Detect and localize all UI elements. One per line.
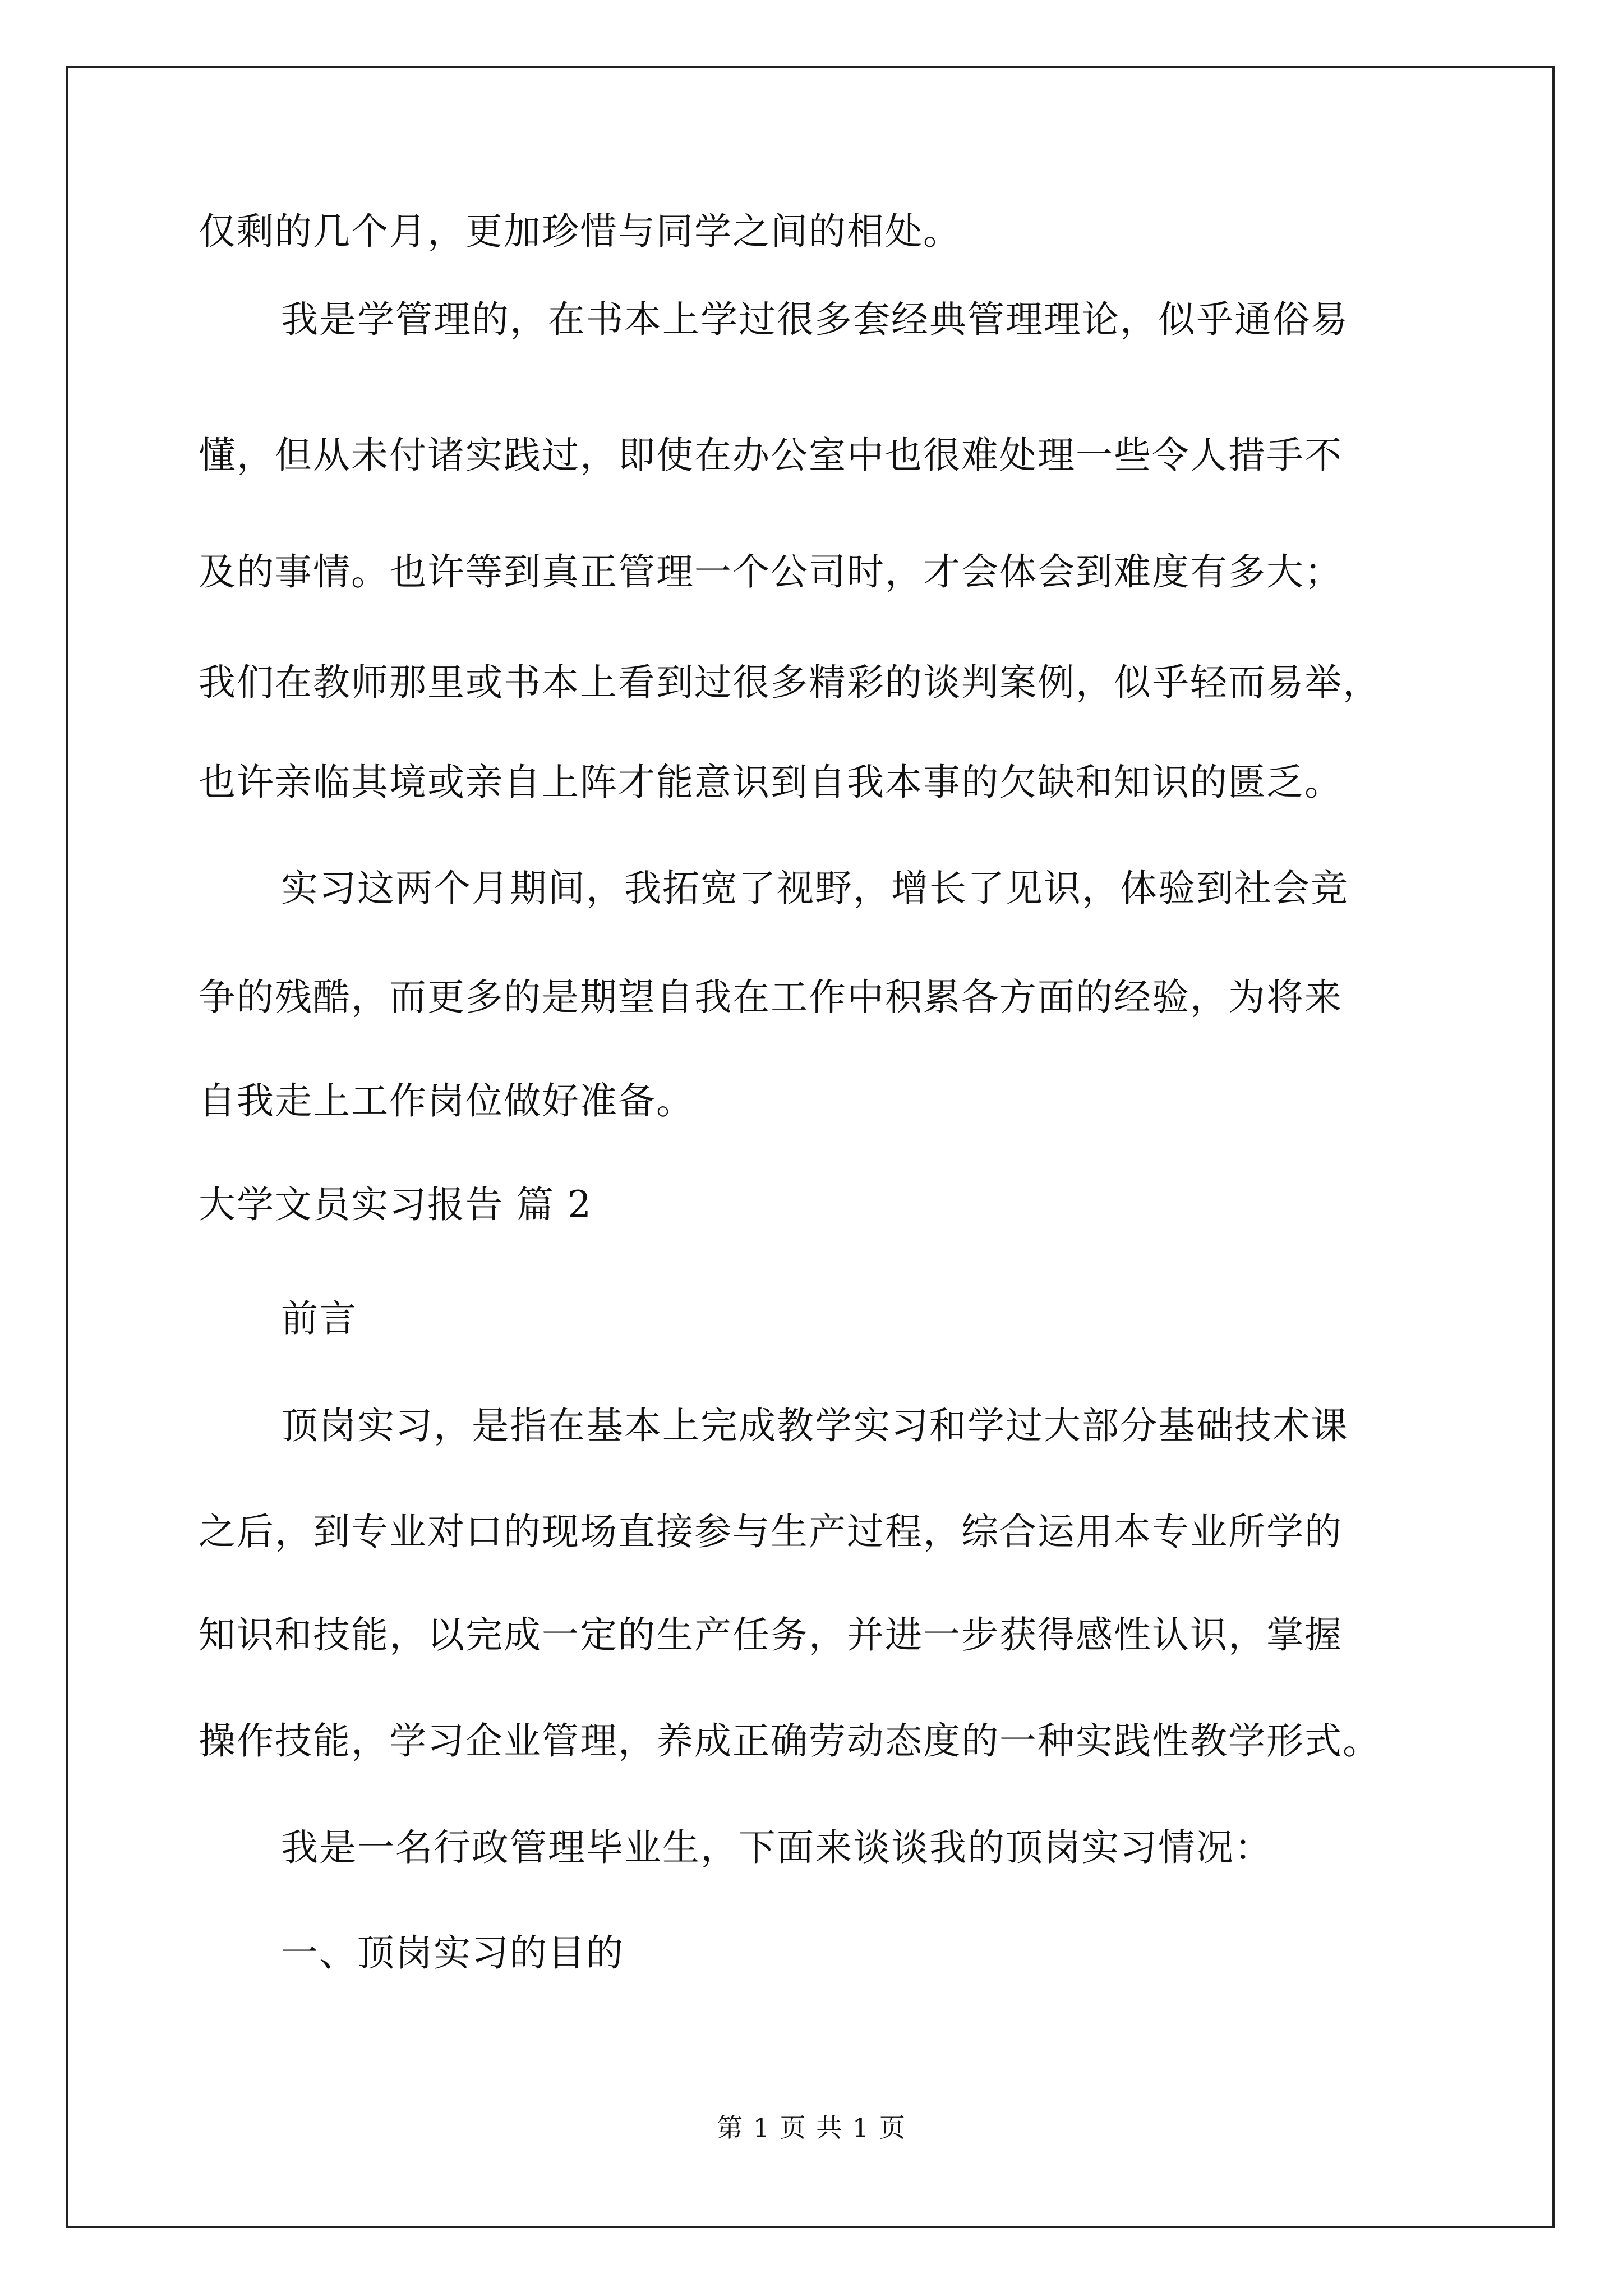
paragraph-line: 之后，到专业对口的现场直接参与生产过程，综合运用本专业所学的 — [199, 1510, 1343, 1553]
subheading-purpose: 一、顶岗实习的目的 — [281, 1931, 624, 1975]
paragraph-line: 顶岗实习，是指在基本上完成教学实习和学过大部分基础技术课 — [281, 1404, 1349, 1447]
paragraph-line: 仅剩的几个月，更加珍惜与同学之间的相处。 — [199, 210, 961, 253]
paragraph-line: 实习这两个月期间，我拓宽了视野，增长了见识，体验到社会竞 — [281, 867, 1349, 910]
paragraph-line: 及的事情。也许等到真正管理一个公司时，才会体会到难度有多大； — [199, 550, 1343, 593]
paragraph-line: 知识和技能，以完成一定的生产任务，并进一步获得感性认识，掌握 — [199, 1613, 1343, 1657]
paragraph-line: 自我走上工作岗位做好准备。 — [199, 1079, 694, 1122]
paragraph-line: 我是学管理的，在书本上学过很多套经典管理理论，似乎通俗易 — [281, 298, 1349, 341]
paragraph-line: 我是一名行政管理毕业生，下面来谈谈我的顶岗实习情况： — [281, 1826, 1272, 1869]
section-heading: 大学文员实习报告 篇 2 — [199, 1183, 592, 1226]
subheading-preface: 前言 — [281, 1297, 357, 1340]
page-footer: 第 1 页 共 1 页 — [717, 2113, 906, 2143]
paragraph-line: 我们在教师那里或书本上看到过很多精彩的谈判案例，似乎轻而易举， — [199, 661, 1381, 704]
paragraph-line: 争的残酷，而更多的是期望自我在工作中积累各方面的经验，为将来 — [199, 976, 1343, 1019]
paragraph-line: 操作技能，学习企业管理，养成正确劳动态度的一种实践性教学形式。 — [199, 1719, 1381, 1763]
paragraph-line: 也许亲临其境或亲自上阵才能意识到自我本事的欠缺和知识的匮乏。 — [199, 761, 1343, 804]
paragraph-line: 懂，但从未付诸实践过，即使在办公室中也很难处理一些令人措手不 — [199, 434, 1343, 477]
page-border — [66, 66, 1555, 2228]
